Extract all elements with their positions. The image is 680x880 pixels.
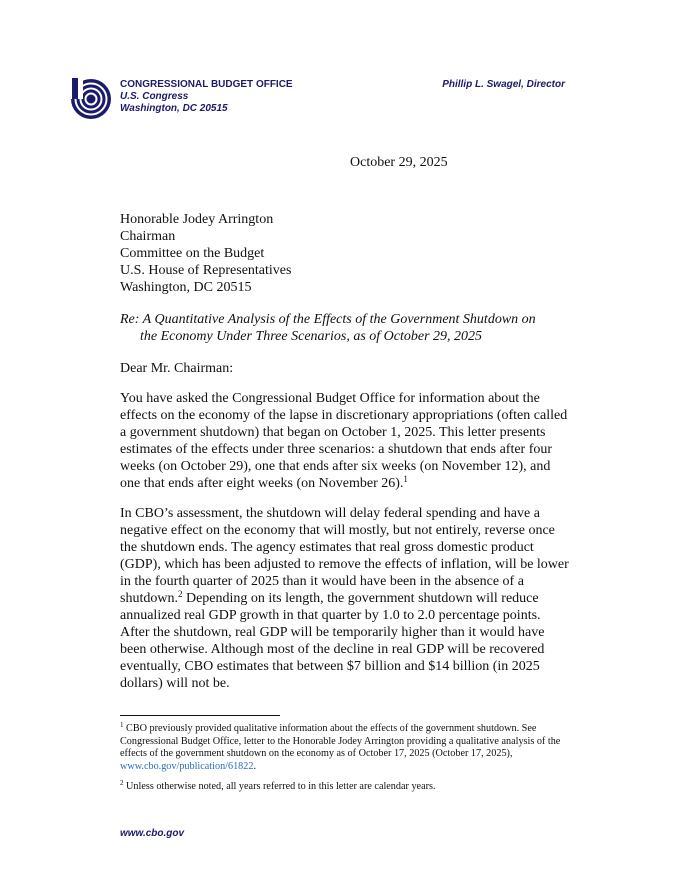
paragraph-1-text: You have asked the Congressional Budget Office for information about the effects on the economy of the lapse in discretionary appropriations (often called a government shutdown) that began on October 1, 2025. This letter presents estimates of the effects under three scenarios: a shutdown that ends after four weeks (on October 29), one that ends after six weeks (on November 12), and one that ends after eight weeks (on November 26). [120, 391, 568, 491]
recipient-address [120, 211, 570, 296]
footnote-2-text: Unless otherwise noted, all years referred to in this letter are calendar years. [126, 781, 436, 792]
footnote-1-text: CBO previously provided qualitative information about the effects of the government shutdown. See Congressional Budget Office, letter to the Honorable Jodey Arrington providing a qualitative analysis of the effects of the government shutdown on the economy as of October 17, 2025 (October 17, 2025), [120, 723, 561, 759]
org-address: Washington, DC 20515 [120, 103, 228, 114]
org-name: CONGRESSIONAL BUDGET OFFICE [120, 79, 293, 90]
recipient-committee: Committee on the Budget [120, 246, 265, 261]
recipient-body: U.S. House of Representatives [120, 263, 292, 278]
recipient-title: Chairman [120, 229, 176, 244]
footnote-1-number: 1 [120, 721, 124, 729]
recipient-city: Washington, DC 20515 [120, 280, 252, 295]
publication-link[interactable]: www.cbo.gov/publication/61822 [120, 760, 254, 772]
letter-date: October 29, 2025 [350, 155, 448, 170]
body-paragraph-1 [120, 390, 570, 492]
subject-line [120, 311, 570, 345]
letterhead-org [120, 79, 293, 115]
org-congress: U.S. Congress [120, 91, 189, 102]
footnote-1-end: . [253, 760, 257, 772]
director-name: Phillip L. Swagel, Director [442, 79, 565, 90]
footnote-divider [120, 715, 280, 716]
subject-line-1: Re: A Quantitative Analysis of the Effects of the Government Shutdown on [120, 312, 536, 327]
footnote-2-number: 2 [120, 779, 124, 787]
footnote-ref-1[interactable]: 1 [403, 474, 408, 484]
paragraph-2-text-a: In CBO’s assessment, the shutdown will delay federal spending and have a negative effect on the economy that will mostly, but not entirely, reverse once the shutdown ends. The agency estimates that real gross domestic product (GDP), which has been adjusted to remove the effects of inflation, will be lower in the fourth quarter of 2025 than it would have been in the absence of a shutdown. [120, 506, 569, 606]
footnote-ref-2[interactable]: 2 [177, 589, 183, 599]
paragraph-2-text-b: Depending on its length, the government shutdown will reduce annualized real GDP growth in that quarter by 1.0 to 2.0 percentage points. After the shutdown, real GDP will be temporarily higher than it would have been otherwise. Although most of the decline in real GDP will be recovered eventually, CBO estimates that between $7 billion and $14 billion (in 2025 dollars) will not be. [120, 591, 545, 691]
salutation: Dear Mr. Chairman: [120, 361, 234, 376]
footer-website-link[interactable]: www.cbo.gov [120, 828, 185, 839]
subject-line-2: the Economy Under Three Scenarios, as of October 29, 2025 [140, 329, 483, 344]
recipient-name: Honorable Jodey Arrington [120, 212, 274, 227]
footnote-2 [120, 781, 570, 794]
body-paragraph-2 [120, 505, 570, 692]
footnote-1 [120, 723, 570, 773]
cbo-logo-icon [70, 78, 112, 120]
